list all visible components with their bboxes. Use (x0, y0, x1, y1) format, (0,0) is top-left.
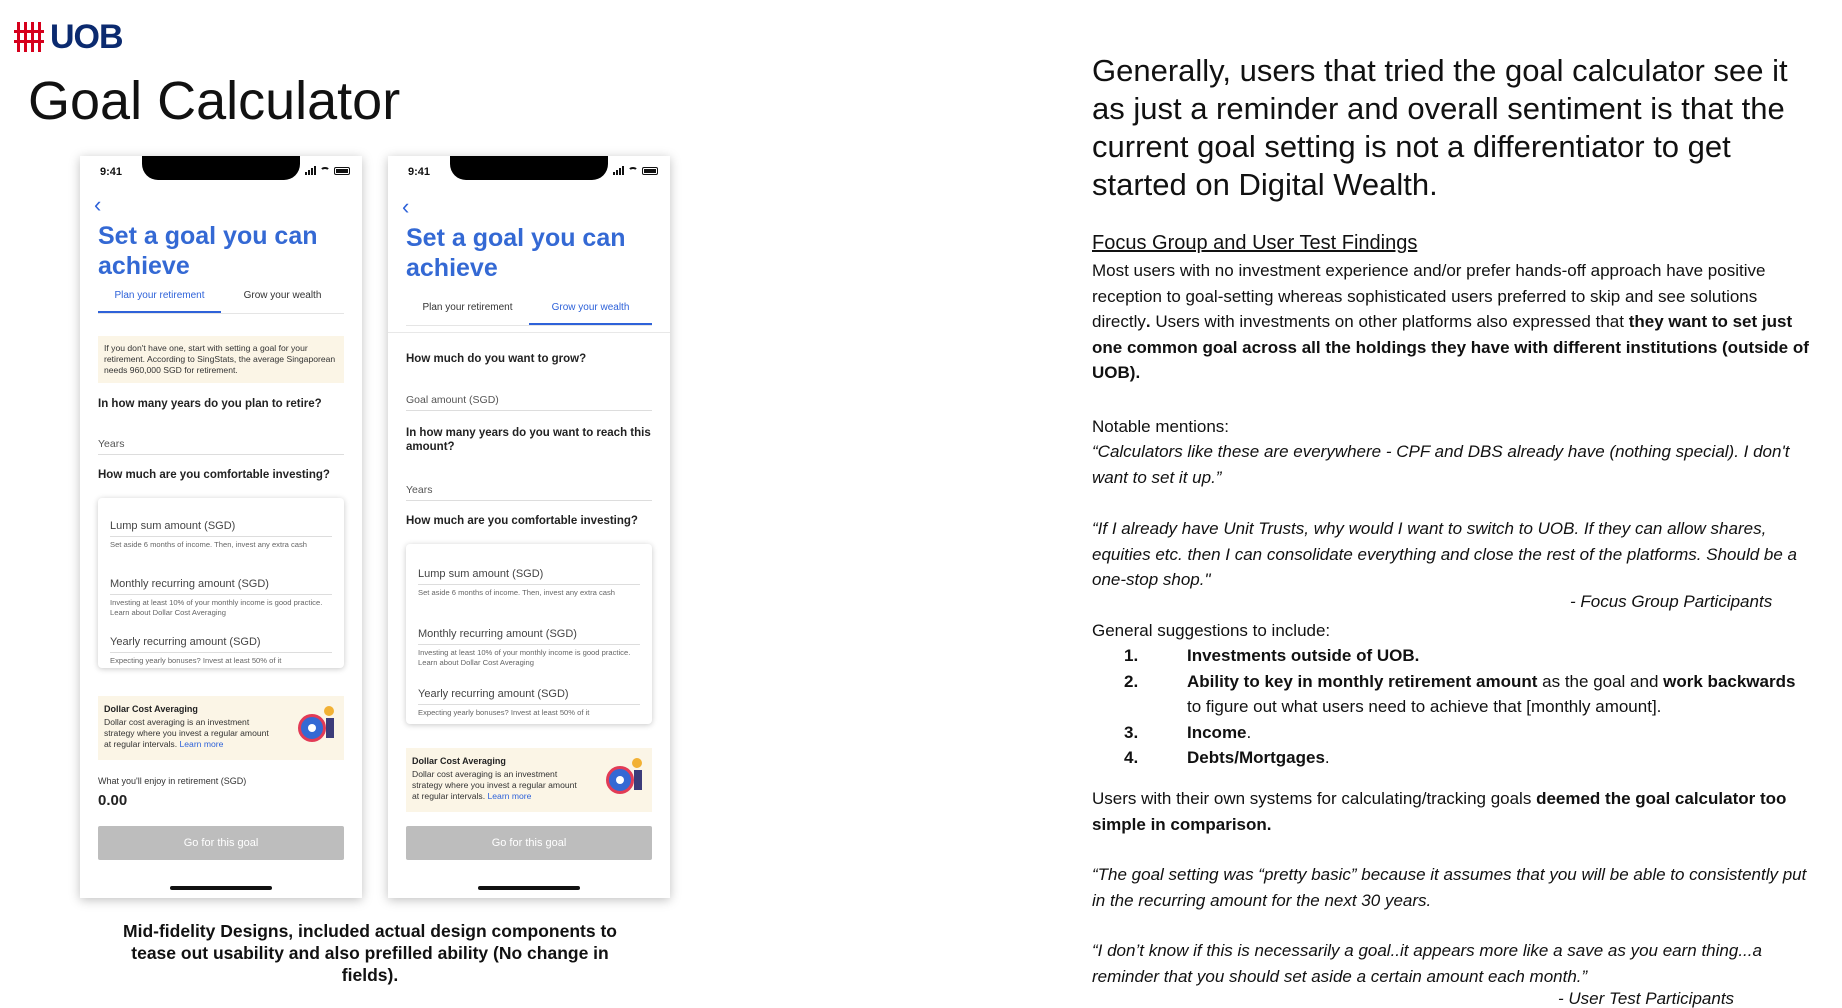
list-item: 4. Debts/Mortgages. (1124, 748, 1330, 767)
lump-sum-hint: Set aside 6 months of income. Then, invest any extra cash (110, 540, 307, 549)
dca-text: Dollar cost averaging is an investment strategy where you invest a regular amount at regular intervals. Learn more (412, 769, 577, 801)
result-label: What you'll enjoy in retirement (SGD) (98, 776, 247, 786)
dca-text: Dollar cost averaging is an investment strategy where you invest a regular amount at regular intervals. Learn more (104, 717, 269, 749)
suggestions-list (1092, 643, 1814, 771)
goal-tabs (98, 284, 344, 314)
status-time: 9:41 (408, 166, 431, 178)
lump-sum-field[interactable] (110, 520, 332, 550)
years-field[interactable]: Years (406, 484, 652, 501)
tab-grow-wealth[interactable]: Grow your wealth (529, 296, 652, 325)
phone-mockup-retirement (80, 156, 362, 898)
list-item: 2. Ability to key in monthly retirement amount as the goal and work backwards to figure out what users need to achieve that [monthly amount]. (1124, 671, 1796, 716)
quote-calculators: “Calculators like these are everywhere - CPF and DBS already have (nothing special). I don't want to set it up.” (1092, 442, 1790, 487)
dca-title: Dollar Cost Averaging (412, 756, 506, 766)
question-reach-years: In how many years do you want to reach this amount? (406, 427, 651, 453)
target-illustration-icon (602, 758, 642, 802)
divider (388, 332, 670, 333)
question-investing: How much are you comfortable investing? (406, 515, 638, 527)
yearly-label: Yearly recurring amount (SGD) (110, 636, 332, 653)
quote-unit-trusts: “If I already have Unit Trusts, why would I want to switch to UOB. If they can allow shares, equities etc. then I can consolidate everything and close the rest of the platforms. Should be a one-stop shop." (1092, 519, 1797, 589)
goal-amount-field[interactable]: Goal amount (SGD) (406, 394, 652, 411)
go-for-goal-button[interactable]: Go for this goal (98, 826, 344, 860)
monthly-label: Monthly recurring amount (SGD) (110, 578, 332, 595)
quote-pretty-basic: “The goal setting was “pretty basic” because it assumes that you will be able to consistently put in the recurring amount for the next 30 years. (1092, 865, 1807, 910)
monthly-field[interactable] (110, 578, 332, 618)
phone-notch (450, 156, 608, 180)
target-illustration-icon (294, 706, 334, 750)
suggestions-title: General suggestions to include: (1092, 621, 1331, 640)
battery-icon (642, 167, 658, 175)
monthly-hint: Investing at least 10% of your monthly income is good practice. Learn about Dollar Cost Averaging (110, 598, 323, 617)
question-retire-years: In how many years do you plan to retire? (98, 398, 322, 410)
status-icons (613, 166, 658, 175)
tab-grow-wealth[interactable]: Grow your wealth (243, 290, 322, 301)
status-time: 9:41 (100, 166, 123, 178)
battery-icon (334, 167, 350, 175)
yearly-hint: Expecting yearly bonuses? Invest at least 50% of it (110, 656, 282, 665)
focus-group-attribution: - Focus Group Participants (1570, 592, 1773, 611)
lump-sum-hint: Set aside 6 months of income. Then, invest any extra cash (418, 588, 615, 597)
monthly-hint: Investing at least 10% of your monthly income is good practice. Learn about Dollar Cost Averaging (418, 648, 631, 667)
signal-icon (613, 166, 624, 175)
back-chevron-icon[interactable]: ‹ (94, 192, 102, 217)
go-for-goal-button[interactable]: Go for this goal (406, 826, 652, 860)
notable-mentions-label: Notable mentions: (1092, 417, 1230, 436)
yearly-field[interactable] (110, 636, 332, 666)
headline (1092, 52, 1822, 204)
learn-more-link[interactable]: Learn more (179, 739, 224, 749)
dca-title: Dollar Cost Averaging (104, 704, 198, 714)
findings-paragraph: Most users with no investment experience and/or prefer hands-off approach have positive reception to goal-setting whereas sophisticated users preferred to skip and see solutions directly. Users with investments on other platforms also expressed that they want to set just one common goal across all the holdings they have with different institutions (outside of UOB). (1092, 261, 1809, 382)
wifi-icon (320, 167, 330, 175)
phone-title: Set a goal you can achieve (98, 222, 318, 280)
monthly-field[interactable] (418, 628, 640, 668)
lump-sum-label: Lump sum amount (SGD) (418, 568, 640, 585)
page-title: Goal Calculator (28, 71, 401, 131)
tab-plan-retirement[interactable]: Plan your retirement (422, 302, 513, 313)
investment-amounts-card (98, 498, 344, 668)
user-test-attribution: - User Test Participants (1558, 989, 1735, 1008)
phone-notch (142, 156, 300, 180)
learn-more-link[interactable]: Learn more (487, 791, 532, 801)
goal-tabs (406, 296, 652, 326)
lump-sum-label: Lump sum amount (SGD) (110, 520, 332, 537)
signal-icon (305, 166, 316, 175)
uob-logo (14, 20, 123, 54)
section-title: Focus Group and User Test Findings (1092, 232, 1418, 254)
uob-logo-icon (14, 22, 44, 52)
quote-save-as-you-earn: “I don’t know if this is necessarily a goal..it appears more like a save as you earn thing...a reminder that you should set aside a certain amount each month.” (1092, 941, 1762, 986)
yearly-hint: Expecting yearly bonuses? Invest at least 50% of it (418, 708, 590, 717)
dca-info-box (98, 696, 344, 760)
list-item: 3. Income. (1124, 722, 1252, 742)
wifi-icon (628, 167, 638, 175)
question-grow-amount: How much do you want to grow? (406, 353, 587, 365)
headline-text: Generally, users that tried the goal calculator see it as just a reminder and overall sentiment is that the current goal setting is not a differentiator to get started on Digital Wealth. (1092, 53, 1788, 202)
back-chevron-icon[interactable]: ‹ (402, 194, 410, 219)
list-item: 1. Investments outside of UOB. (1124, 646, 1420, 665)
logo-text: UOB (50, 18, 123, 56)
home-indicator (478, 886, 580, 890)
result-value: 0.00 (98, 792, 128, 809)
phone-title: Set a goal you can achieve (406, 224, 626, 282)
question-investing: How much are you comfortable investing? (98, 469, 330, 481)
users-own-systems-paragraph: Users with their own systems for calculating/tracking goals deemed the goal calculator too simple in comparison. (1092, 789, 1787, 834)
dca-info-box (406, 748, 652, 812)
lump-sum-field[interactable] (418, 568, 640, 598)
investment-amounts-card (406, 544, 652, 724)
designs-caption: Mid-fidelity Designs, included actual design components to tease out usability and also prefilled ability (No change in fields). (123, 921, 617, 985)
monthly-label: Monthly recurring amount (SGD) (418, 628, 640, 645)
yearly-label: Yearly recurring amount (SGD) (418, 688, 640, 705)
tab-plan-retirement[interactable]: Plan your retirement (98, 284, 221, 313)
home-indicator (170, 886, 272, 890)
phone-mockup-grow-wealth (388, 156, 670, 898)
yearly-field[interactable] (418, 688, 640, 718)
status-icons (305, 166, 350, 175)
retirement-info-box: If you don't have one, start with setting a goal for your retirement. According to SingStats, the average Singaporean needs 960,000 SGD for retirement. (98, 336, 344, 383)
years-field[interactable]: Years (98, 438, 344, 455)
